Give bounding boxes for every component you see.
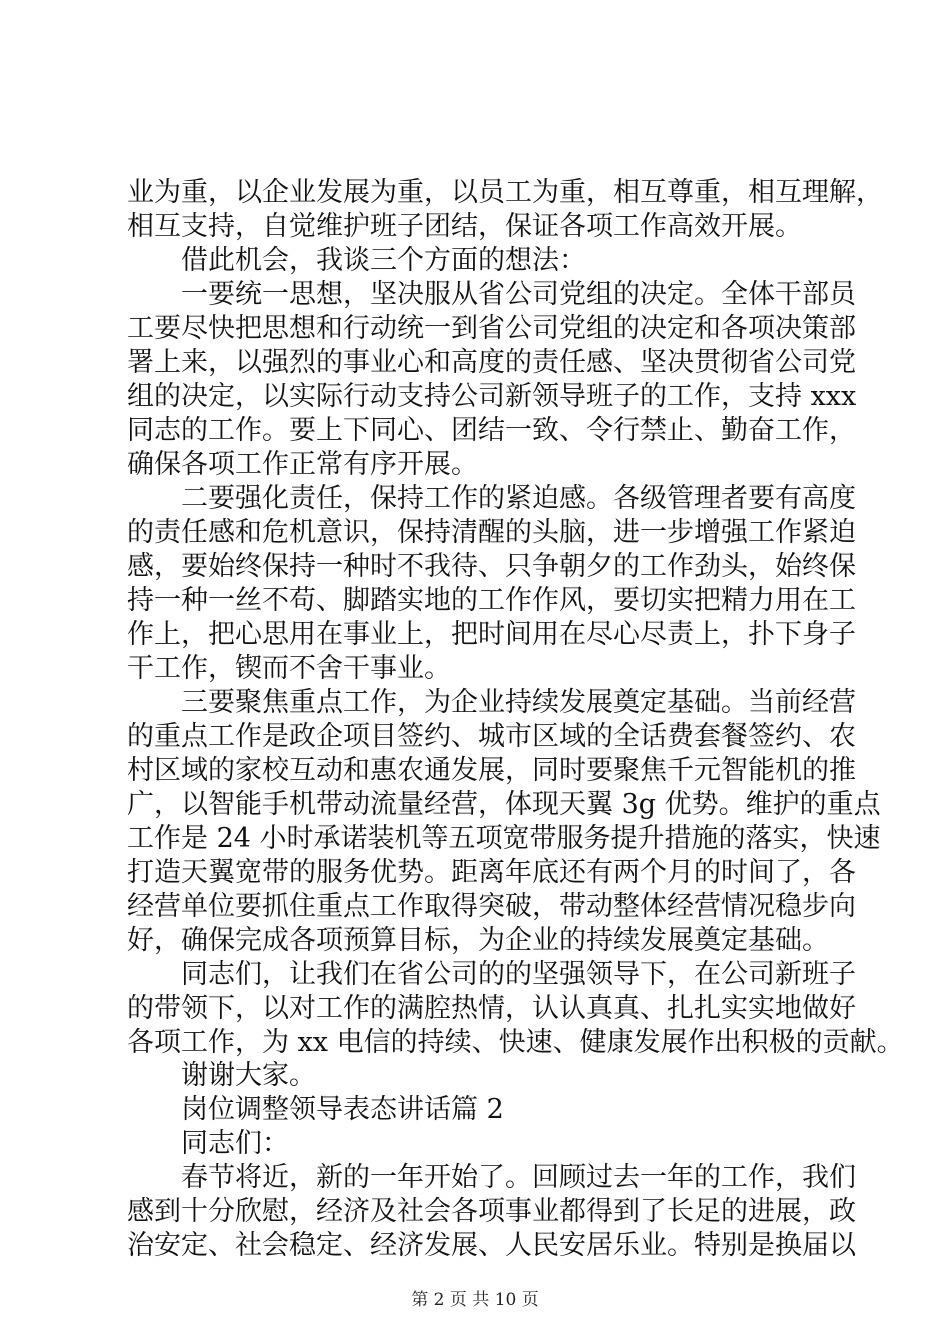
text-line: 相互支持，自觉维护班子团结，保证各项工作高效开展。: [127, 211, 802, 242]
text-line: 春节将近，新的一年开始了。回顾过去一年的工作，我们: [181, 1162, 856, 1193]
text-line: 的重点工作是政企项目签约、城市区域的全话费套餐签约、农: [127, 721, 856, 752]
text-line: 组的决定，以实际行动支持公司新领导班子的工作，支持 xxx: [127, 381, 857, 412]
text-line: 持一种一丝不苟、脚踏实地的工作作风，要切实把精力用在工: [127, 585, 856, 616]
text-line: 感到十分欣慰，经济及社会各项事业都得到了长足的进展，政: [127, 1196, 856, 1227]
text-line: 同志的工作。要上下同心、团结一致、令行禁止、勤奋工作，: [127, 415, 856, 446]
text-line: 的带领下，以对工作的满腔热情，认认真真、扎扎实实地做好: [127, 993, 856, 1024]
text-line: 谢谢大家。: [181, 1060, 316, 1091]
text-line: 的责任感和危机意识，保持清醒的头脑，进一步增强工作紧迫: [127, 517, 856, 548]
section-heading: 岗位调整领导表态讲话篇 2: [181, 1094, 504, 1125]
salutation: 同志们：: [181, 1128, 289, 1159]
text-line: 同志们，让我们在省公司的的坚强领导下，在公司新班子: [181, 959, 856, 990]
text-line: 确保各项工作正常有序开展。: [127, 449, 478, 480]
text-line: 二要强化责任，保持工作的紧迫感。各级管理者要有高度: [181, 483, 856, 514]
page-number: 第 2 页 共 10 页: [411, 1290, 539, 1310]
text-line: 各项工作，为 xx 电信的持续、快速、健康发展作出积极的贡献。: [127, 1027, 904, 1058]
text-line: 工作是 24 小时承诺装机等五项宽带服务提升措施的落实，快速: [127, 823, 881, 854]
text-line: 一要统一思想，坚决服从省公司党组的决定。全体干部员: [181, 279, 856, 310]
text-line: 经营单位要抓住重点工作取得突破，带动整体经营情况稳步向: [127, 891, 856, 922]
text-line: 好，确保完成各项预算目标，为企业的持续发展奠定基础。: [127, 925, 829, 956]
text-line: 三要聚焦重点工作，为企业持续发展奠定基础。当前经营: [181, 687, 856, 718]
text-line: 治安定、社会稳定、经济发展、人民安居乐业。特别是换届以: [127, 1230, 856, 1261]
text-line: 打造天翼宽带的服务优势。距离年底还有两个月的时间了，各: [127, 857, 856, 888]
text-line: 村区域的家校互动和惠农通发展，同时要聚焦千元智能机的推: [127, 755, 856, 786]
text-line: 感，要始终保持一种时不我待、只争朝夕的工作劲头，始终保: [127, 551, 856, 582]
text-line: 广，以智能手机带动流量经营，体现天翼 3g 优势。维护的重点: [127, 789, 881, 820]
text-line: 作上，把心思用在事业上，把时间用在尽心尽责上，扑下身子: [127, 619, 856, 650]
text-line: 借此机会，我谈三个方面的想法：: [181, 245, 586, 276]
text-line: 工要尽快把思想和行动统一到省公司党组的决定和各项决策部: [127, 313, 856, 344]
text-line: 署上来，以强烈的事业心和高度的责任感、坚决贯彻省公司党: [127, 347, 856, 378]
text-line: 业为重，以企业发展为重，以员工为重，相互尊重，相互理解，: [127, 177, 883, 208]
text-line: 干工作，锲而不舍干事业。: [127, 653, 451, 684]
